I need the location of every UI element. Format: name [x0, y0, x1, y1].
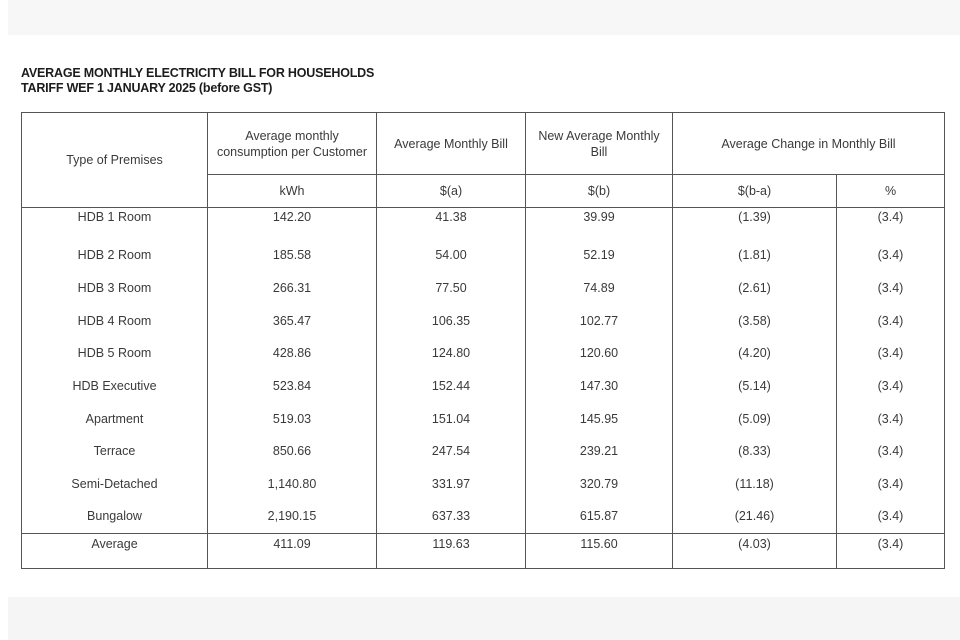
- cell-change-pct: (3.4): [837, 239, 945, 272]
- header-new-average-monthly-bill: New Average Monthly Bill: [526, 113, 673, 175]
- unit-b-minus-a: $(b-a): [673, 175, 837, 208]
- table-row: [22, 468, 945, 501]
- cell-type: HDB Executive: [22, 370, 208, 403]
- cell-type: HDB 3 Room: [22, 272, 208, 305]
- cell-avg-bill: 106.35: [377, 304, 526, 337]
- bottom-gray-band: [8, 597, 960, 640]
- header-consumption: Average monthly consumption per Customer: [208, 113, 377, 175]
- cell-kwh: 185.58: [208, 239, 377, 272]
- cell-change: (5.09): [673, 402, 837, 435]
- table-row: [22, 500, 945, 533]
- cell-new-bill: 145.95: [526, 402, 673, 435]
- cell-new-bill: 39.99: [526, 208, 673, 240]
- cell-type: Terrace: [22, 435, 208, 468]
- cell-avg-bill: 637.33: [377, 500, 526, 533]
- cell-type: Bungalow: [22, 500, 208, 533]
- cell-avg-bill: 331.97: [377, 468, 526, 501]
- cell-avg-bill: 77.50: [377, 272, 526, 305]
- average-cell-change-pct: (3.4): [837, 533, 945, 568]
- cell-kwh: 2,190.15: [208, 500, 377, 533]
- average-cell-kwh: 411.09: [208, 533, 377, 568]
- title-line-2: TARIFF WEF 1 JANUARY 2025 (before GST): [21, 81, 273, 95]
- cell-kwh: 428.86: [208, 337, 377, 370]
- average-cell-new-bill: 115.60: [526, 533, 673, 568]
- cell-change-pct: (3.4): [837, 402, 945, 435]
- cell-change: (21.46): [673, 500, 837, 533]
- cell-new-bill: 615.87: [526, 500, 673, 533]
- cell-type: Apartment: [22, 402, 208, 435]
- cell-change-pct: (3.4): [837, 304, 945, 337]
- cell-avg-bill: 151.04: [377, 402, 526, 435]
- header-type-of-premises: Type of Premises: [22, 113, 208, 208]
- cell-change: (4.20): [673, 337, 837, 370]
- cell-change: (1.39): [673, 208, 837, 240]
- table-row: [22, 337, 945, 370]
- cell-new-bill: 74.89: [526, 272, 673, 305]
- cell-avg-bill: 41.38: [377, 208, 526, 240]
- top-gray-band: [8, 0, 960, 35]
- table-row: [22, 272, 945, 305]
- table-row: [22, 370, 945, 403]
- cell-avg-bill: 152.44: [377, 370, 526, 403]
- cell-avg-bill: 247.54: [377, 435, 526, 468]
- unit-a: $(a): [377, 175, 526, 208]
- table-row: [22, 402, 945, 435]
- cell-kwh: 523.84: [208, 370, 377, 403]
- cell-new-bill: 239.21: [526, 435, 673, 468]
- table-row: [22, 239, 945, 272]
- cell-new-bill: 147.30: [526, 370, 673, 403]
- cell-change-pct: (3.4): [837, 435, 945, 468]
- cell-avg-bill: 124.80: [377, 337, 526, 370]
- cell-change: (5.14): [673, 370, 837, 403]
- cell-new-bill: 120.60: [526, 337, 673, 370]
- cell-change: (8.33): [673, 435, 837, 468]
- document-title: [21, 66, 374, 96]
- cell-change-pct: (3.4): [837, 500, 945, 533]
- cell-type: HDB 5 Room: [22, 337, 208, 370]
- cell-type: Semi-Detached: [22, 468, 208, 501]
- cell-kwh: 1,140.80: [208, 468, 377, 501]
- electricity-bill-table: [21, 112, 945, 569]
- cell-change-pct: (3.4): [837, 208, 945, 240]
- average-cell-change: (4.03): [673, 533, 837, 568]
- cell-kwh: 850.66: [208, 435, 377, 468]
- cell-change: (2.61): [673, 272, 837, 305]
- cell-change-pct: (3.4): [837, 337, 945, 370]
- cell-change-pct: (3.4): [837, 370, 945, 403]
- average-cell-type: Average: [22, 533, 208, 568]
- title-line-1: AVERAGE MONTHLY ELECTRICITY BILL FOR HOUSEHOLDS: [21, 66, 375, 80]
- cell-kwh: 266.31: [208, 272, 377, 305]
- table-row: [22, 435, 945, 468]
- header-average-change: Average Change in Monthly Bill: [673, 113, 945, 175]
- cell-change-pct: (3.4): [837, 272, 945, 305]
- average-cell-avg-bill: 119.63: [377, 533, 526, 568]
- cell-change-pct: (3.4): [837, 468, 945, 501]
- table-row: [22, 304, 945, 337]
- cell-new-bill: 102.77: [526, 304, 673, 337]
- average-row: [22, 533, 945, 568]
- cell-new-bill: 52.19: [526, 239, 673, 272]
- unit-kwh: kWh: [208, 175, 377, 208]
- unit-b: $(b): [526, 175, 673, 208]
- cell-kwh: 365.47: [208, 304, 377, 337]
- cell-kwh: 142.20: [208, 208, 377, 240]
- cell-new-bill: 320.79: [526, 468, 673, 501]
- cell-kwh: 519.03: [208, 402, 377, 435]
- cell-change: (11.18): [673, 468, 837, 501]
- cell-type: HDB 4 Room: [22, 304, 208, 337]
- cell-avg-bill: 54.00: [377, 239, 526, 272]
- cell-type: HDB 1 Room: [22, 208, 208, 240]
- table-row: [22, 208, 945, 240]
- header-average-monthly-bill: Average Monthly Bill: [377, 113, 526, 175]
- cell-change: (3.58): [673, 304, 837, 337]
- cell-type: HDB 2 Room: [22, 239, 208, 272]
- unit-percent: %: [837, 175, 945, 208]
- cell-change: (1.81): [673, 239, 837, 272]
